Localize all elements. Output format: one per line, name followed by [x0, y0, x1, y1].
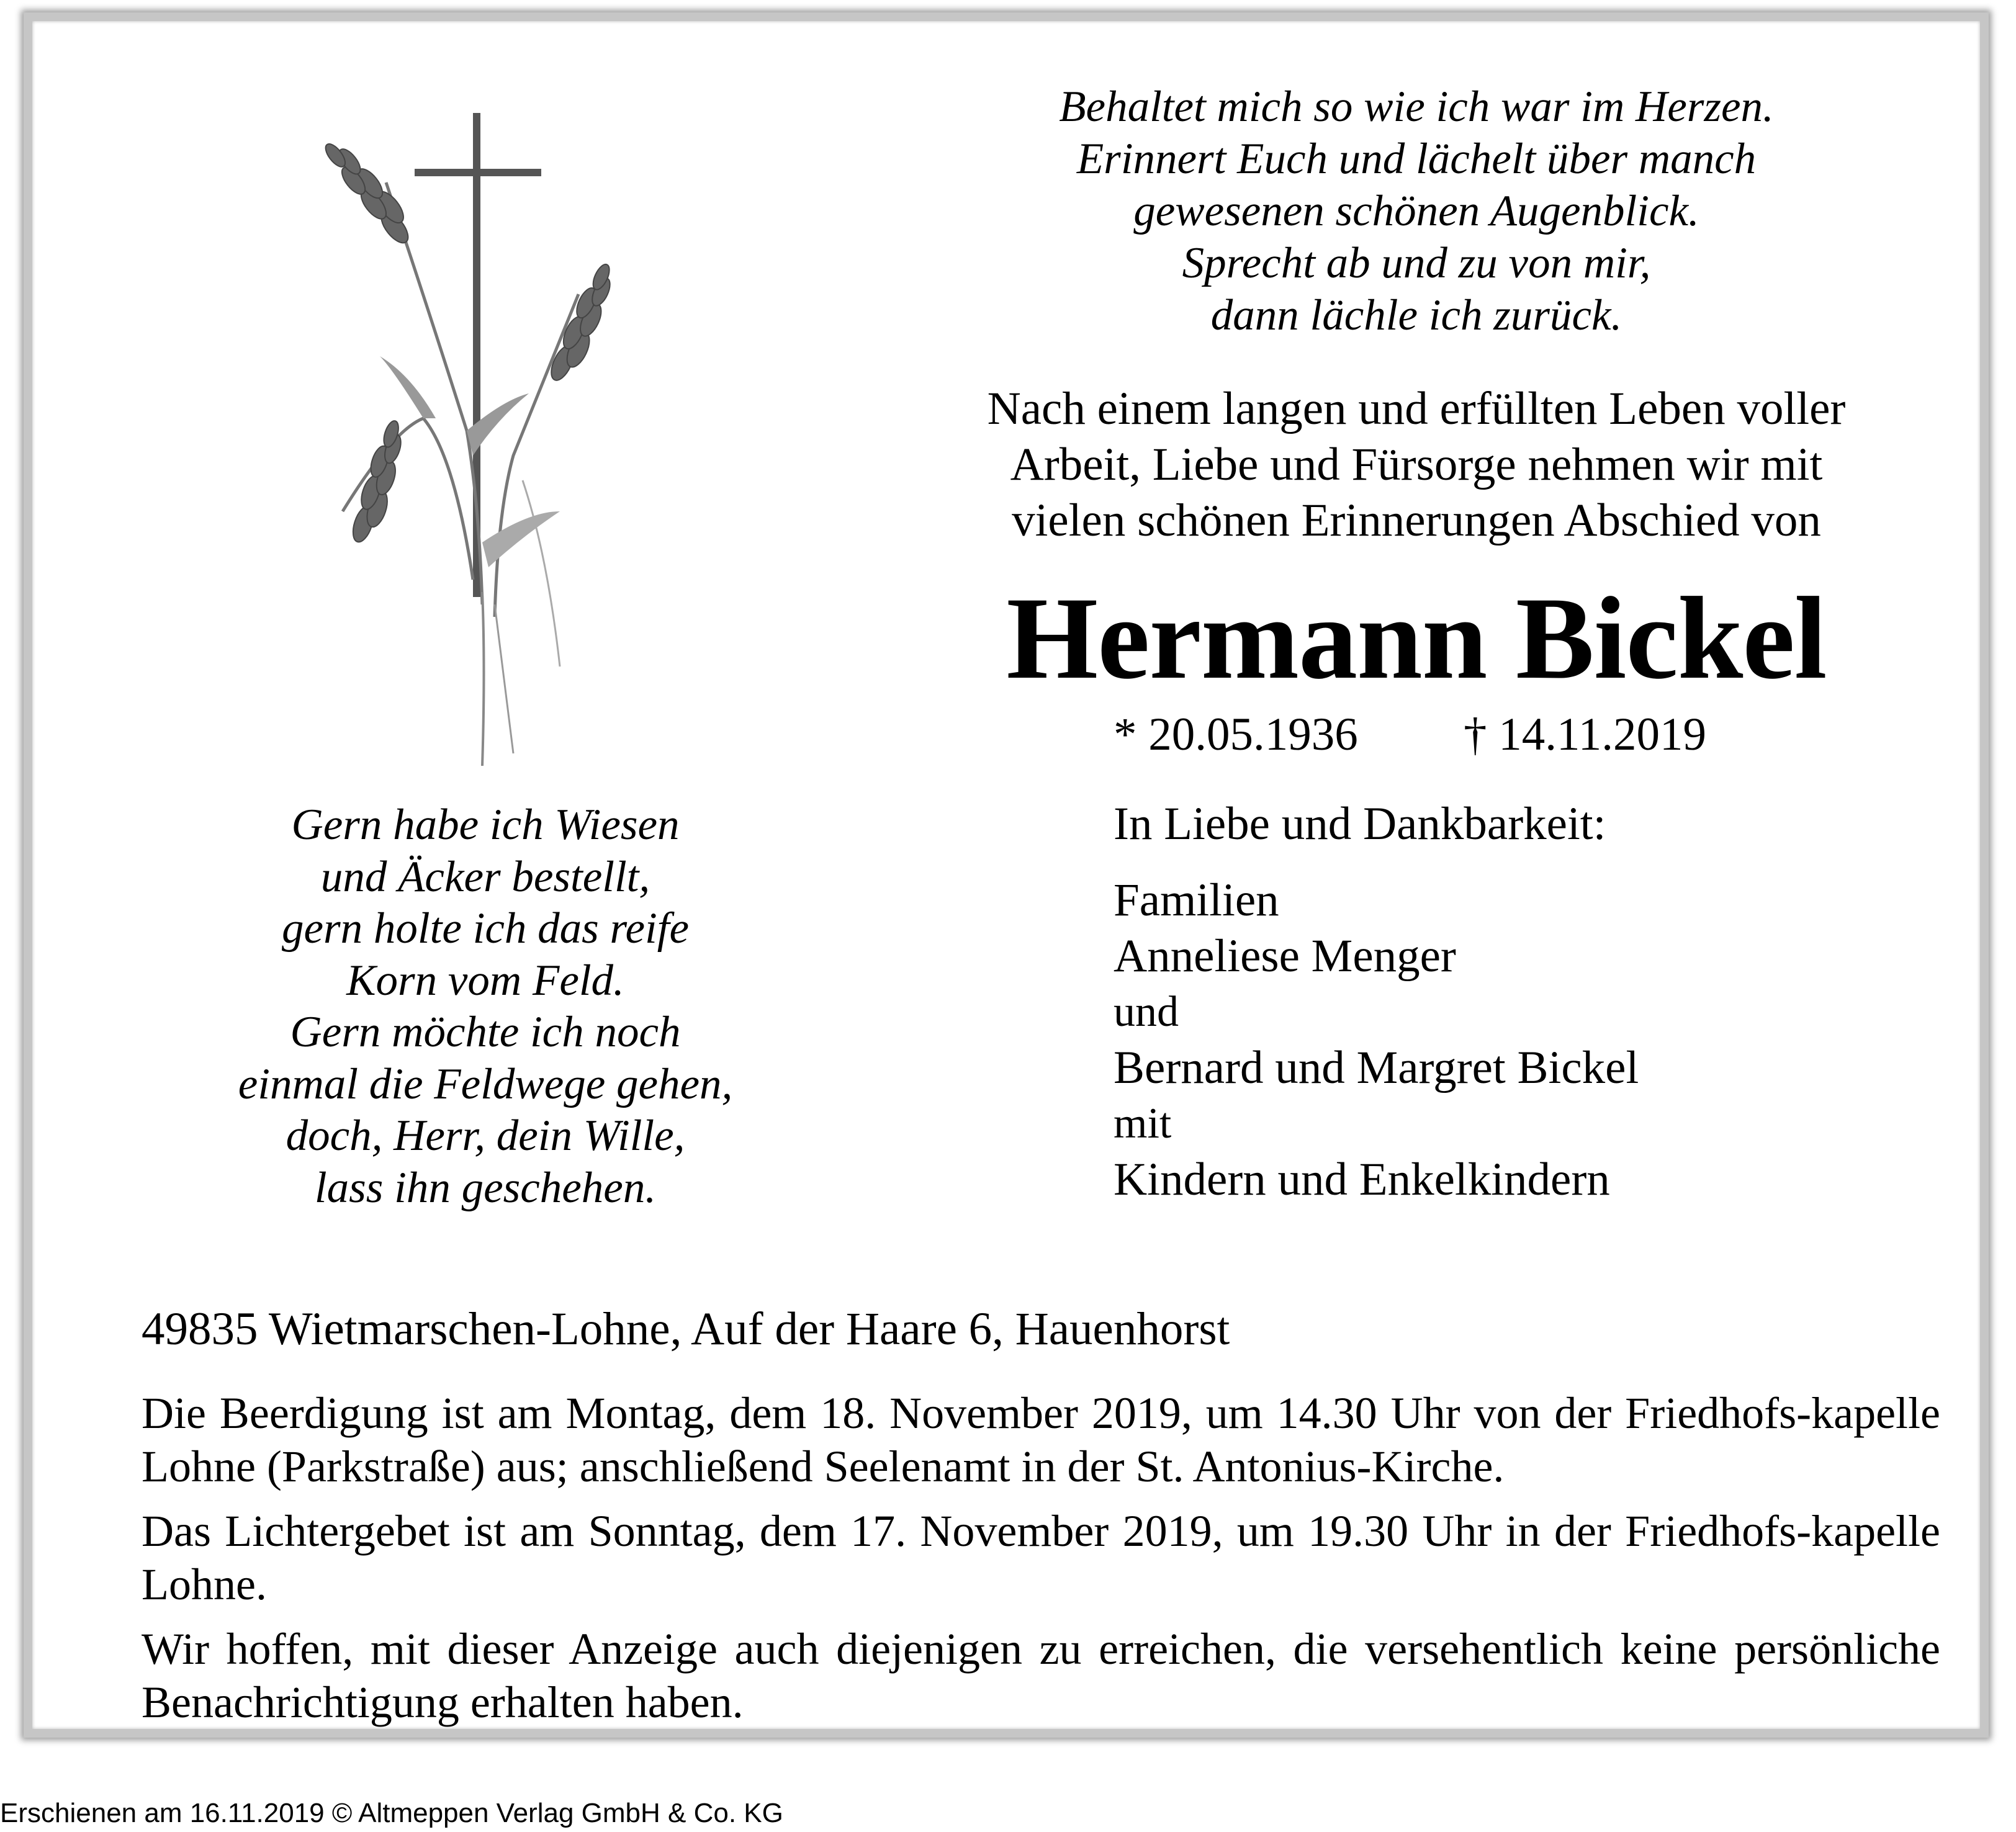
mourner-line: Familien [1114, 874, 1279, 926]
obituary-notice [24, 12, 1989, 1738]
address: 49835 Wietmarschen-Lohne, Auf der Haare 6, Hauenhorst [142, 1303, 1230, 1355]
top-poem-line: Behaltet mich so wie ich war im Herzen. [1059, 83, 1774, 131]
mourner-line: Anneliese Menger [1114, 930, 1456, 982]
mourner-line: Kindern und Enkelkindern [1114, 1154, 1610, 1205]
left-poem [150, 799, 821, 1214]
mourner-line: und [1114, 988, 1179, 1036]
note-paragraph: Wir hoffen, mit dieser Anzeige auch diejenigen zu erreichen, die versehentlich keine persönliche Benachrichtigung erhalten haben. [142, 1624, 1940, 1727]
mourner-line: mit [1114, 1100, 1172, 1147]
lead-line: Nach einem langen und erfüllten Leben voller [987, 383, 1846, 434]
top-poem-line: gewesenen schönen Augenblick. [1133, 187, 1699, 235]
death-date: † 14.11.2019 [1464, 709, 1706, 760]
left-poem-line: und Äcker bestellt, [320, 852, 650, 901]
lead-line: vielen schönen Erinnerungen Abschied von [1012, 495, 1821, 546]
left-poem-line: einmal die Feldwege gehen, [238, 1059, 733, 1108]
top-poem-line: Erinnert Euch und lächelt über manch [1076, 135, 1757, 183]
left-poem-line: Gern habe ich Wiesen [291, 801, 680, 849]
lead-line: Arbeit, Liebe und Fürsorge nehmen wir mit [1010, 439, 1823, 490]
publication-footer: Erschienen am 16.11.2019 © Altmeppen Verlag GmbH & Co. KG [0, 1798, 783, 1828]
left-poem-line: gern holte ich das reife [282, 904, 689, 953]
top-poem [858, 81, 1975, 341]
birth-date: * 20.05.1936 [1114, 709, 1358, 760]
left-poem-line: Korn vom Feld. [346, 956, 624, 1005]
prayer-paragraph: Das Lichtergebet ist am Sonntag, dem 17. November 2019, um 19.30 Uhr in der Friedhofs-kapelle Lohne. [142, 1506, 1940, 1609]
thanks-heading: In Liebe und Dankbarkeit: [1114, 798, 1606, 850]
left-poem-line: lass ihn geschehen. [314, 1163, 657, 1212]
cross-with-wheat-icon [268, 108, 641, 766]
top-poem-line: Sprecht ab und zu von mir, [1182, 239, 1651, 287]
top-poem-line: dann lächle ich zurück. [1210, 291, 1622, 339]
deceased-name: Hermann Bickel [1006, 573, 1827, 704]
lead-text [858, 381, 1975, 549]
left-poem-line: doch, Herr, dein Wille, [286, 1111, 685, 1160]
mourners-list [1114, 873, 1639, 1208]
left-poem-line: Gern möchte ich noch [290, 1008, 681, 1056]
funeral-paragraph: Die Beerdigung ist am Montag, dem 18. November 2019, um 14.30 Uhr von der Friedhofs-kapelle Lohne (Parkstraße) aus; anschließend Seelenamt in der St. Antonius-Kirche. [142, 1388, 1940, 1491]
mourner-line: Bernard und Margret Bickel [1114, 1042, 1639, 1093]
